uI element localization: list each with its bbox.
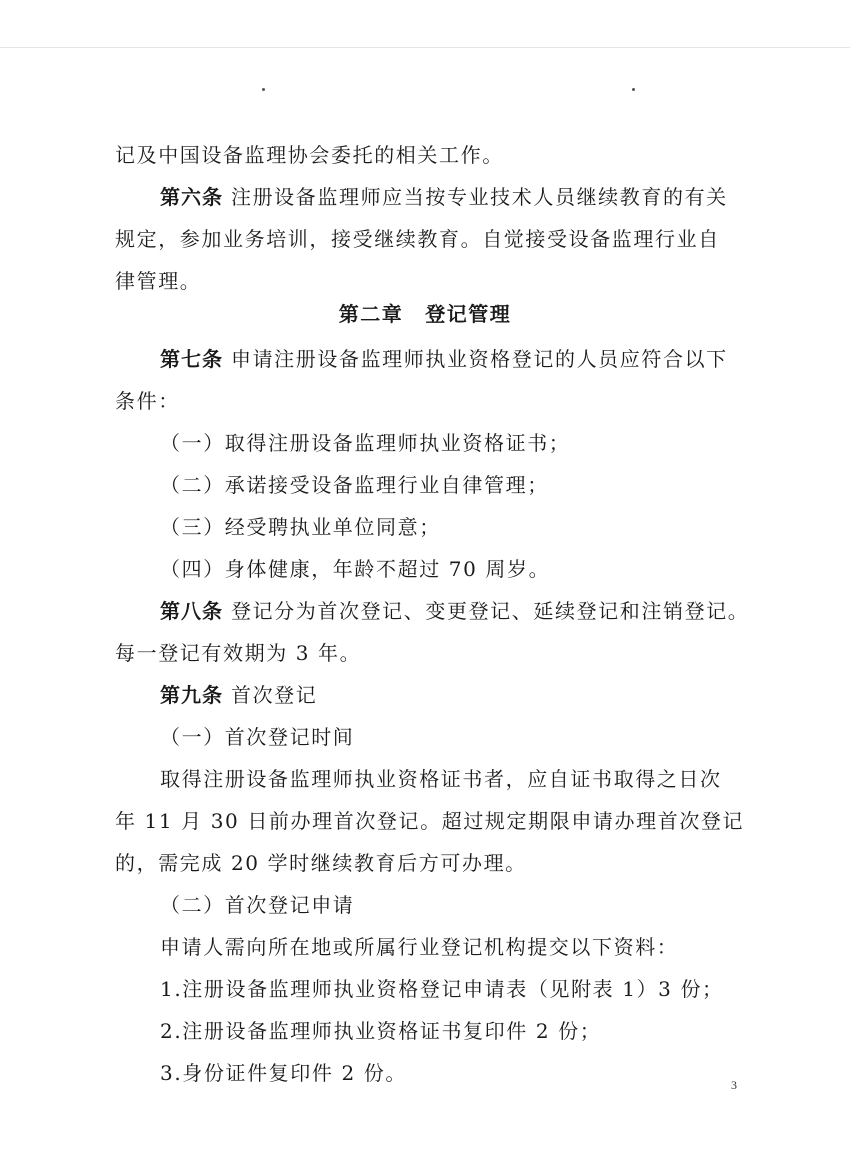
scan-speck [262,88,265,91]
paragraph-line: 律管理。 [115,269,202,293]
article-7-heading-line: 第七条 申请注册设备监理师执业资格登记的人员应符合以下 [160,347,728,371]
list-item: （三）经受聘执业单位同意； [160,515,441,539]
paragraph-line: 年 11 月 30 日前办理首次登记。超过规定期限申请办理首次登记 [115,809,745,833]
chapter-number: 第二章 [338,302,404,326]
paragraph-line: 的，需完成 20 学时继续教育后方可办理。 [115,851,527,875]
paragraph-line: 申请人需向所在地或所属行业登记机构提交以下资料： [160,935,679,959]
article-9-label: 第九条 [160,683,223,707]
list-item: （二）承诺接受设备监理行业自律管理； [160,473,549,497]
article-8-heading-line: 第八条 登记分为首次登记、变更登记、延续登记和注销登记。 [160,599,750,623]
article-9-heading-line: 第九条 首次登记 [160,683,318,707]
article-6-label: 第六条 [160,185,223,209]
paragraph-line: 取得注册设备监理师执业资格证书者，应自证书取得之日次 [160,767,722,791]
article-8-label: 第八条 [160,599,223,623]
list-item: （一）取得注册设备监理师执业资格证书； [160,431,571,455]
paragraph-line: 规定，参加业务培训，接受继续教育。自觉接受设备监理行业自 [115,227,720,251]
list-item: 1.注册设备监理师执业资格登记申请表（见附表 1）3 份； [160,977,724,1001]
scan-top-edge [0,47,850,48]
scan-speck [632,88,635,91]
sub-heading: （一）首次登记时间 [160,725,355,749]
chapter-heading [0,300,850,328]
article-7-label: 第七条 [160,347,223,371]
chapter-title: 登记管理 [425,302,512,326]
page-number: 3 [731,1078,737,1092]
sub-heading: （二）首次登记申请 [160,893,355,917]
list-item: （四）身体健康，年龄不超过 70 周岁。 [160,557,551,581]
paragraph-line: 每一登记有效期为 3 年。 [115,641,362,665]
list-item: 3.身份证件复印件 2 份。 [160,1061,407,1085]
paragraph-line: 记及中国设备监理协会委托的相关工作。 [115,143,504,167]
article-6-heading-line: 第六条 注册设备监理师应当按专业技术人员继续教育的有关 [160,185,728,209]
list-item: 2.注册设备监理师执业资格证书复印件 2 份； [160,1019,602,1043]
paragraph-line: 条件： [115,389,180,413]
